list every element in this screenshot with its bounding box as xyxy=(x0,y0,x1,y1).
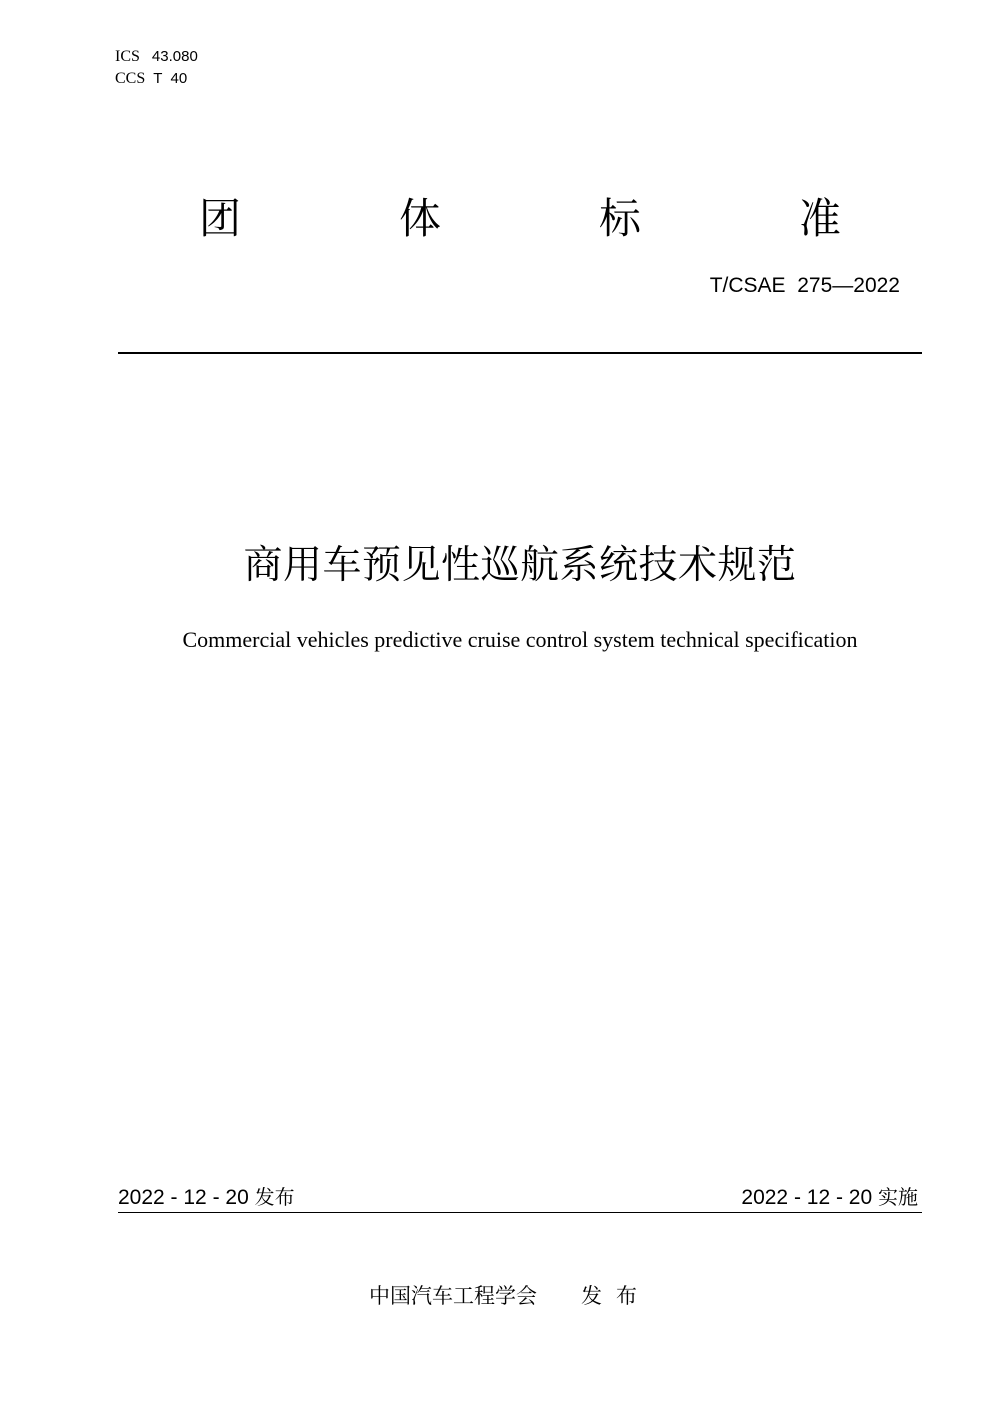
ccs-label: CCS xyxy=(115,70,146,87)
standard-number: T/CSAE 275—2022 xyxy=(709,274,900,297)
document-title-chinese: 商用车预见性巡航系统技术规范 xyxy=(243,543,797,588)
ics-row xyxy=(115,46,198,68)
publisher-label: 发布 xyxy=(581,1284,651,1308)
classification-codes xyxy=(115,46,198,90)
standard-type-heading xyxy=(190,192,850,246)
standard-type-char: 团 xyxy=(198,194,241,243)
implement-label: 实施 xyxy=(878,1185,918,1209)
document-title-english: Commercial vehicles predictive cruise control system technical specification xyxy=(182,627,858,652)
implement-date: 2022 - 12 - 20 xyxy=(741,1186,873,1209)
issue-label: 发布 xyxy=(254,1185,295,1209)
header-divider xyxy=(118,352,922,354)
standard-type-char: 标 xyxy=(598,194,641,243)
publisher-name: 中国汽车工程学会 xyxy=(369,1284,537,1308)
ccs-code: T 40 xyxy=(153,70,188,87)
footer-divider xyxy=(118,1212,922,1213)
issue-date-block xyxy=(118,1182,295,1213)
ics-label: ICS xyxy=(115,48,140,65)
ics-code: 43.080 xyxy=(151,48,198,65)
implement-date-block xyxy=(741,1182,918,1213)
standard-type-char: 准 xyxy=(798,194,841,243)
standard-type-char: 体 xyxy=(398,194,441,243)
ccs-row xyxy=(115,68,198,90)
issue-date: 2022 - 12 - 20 xyxy=(118,1186,249,1209)
publisher-line xyxy=(0,1281,993,1311)
